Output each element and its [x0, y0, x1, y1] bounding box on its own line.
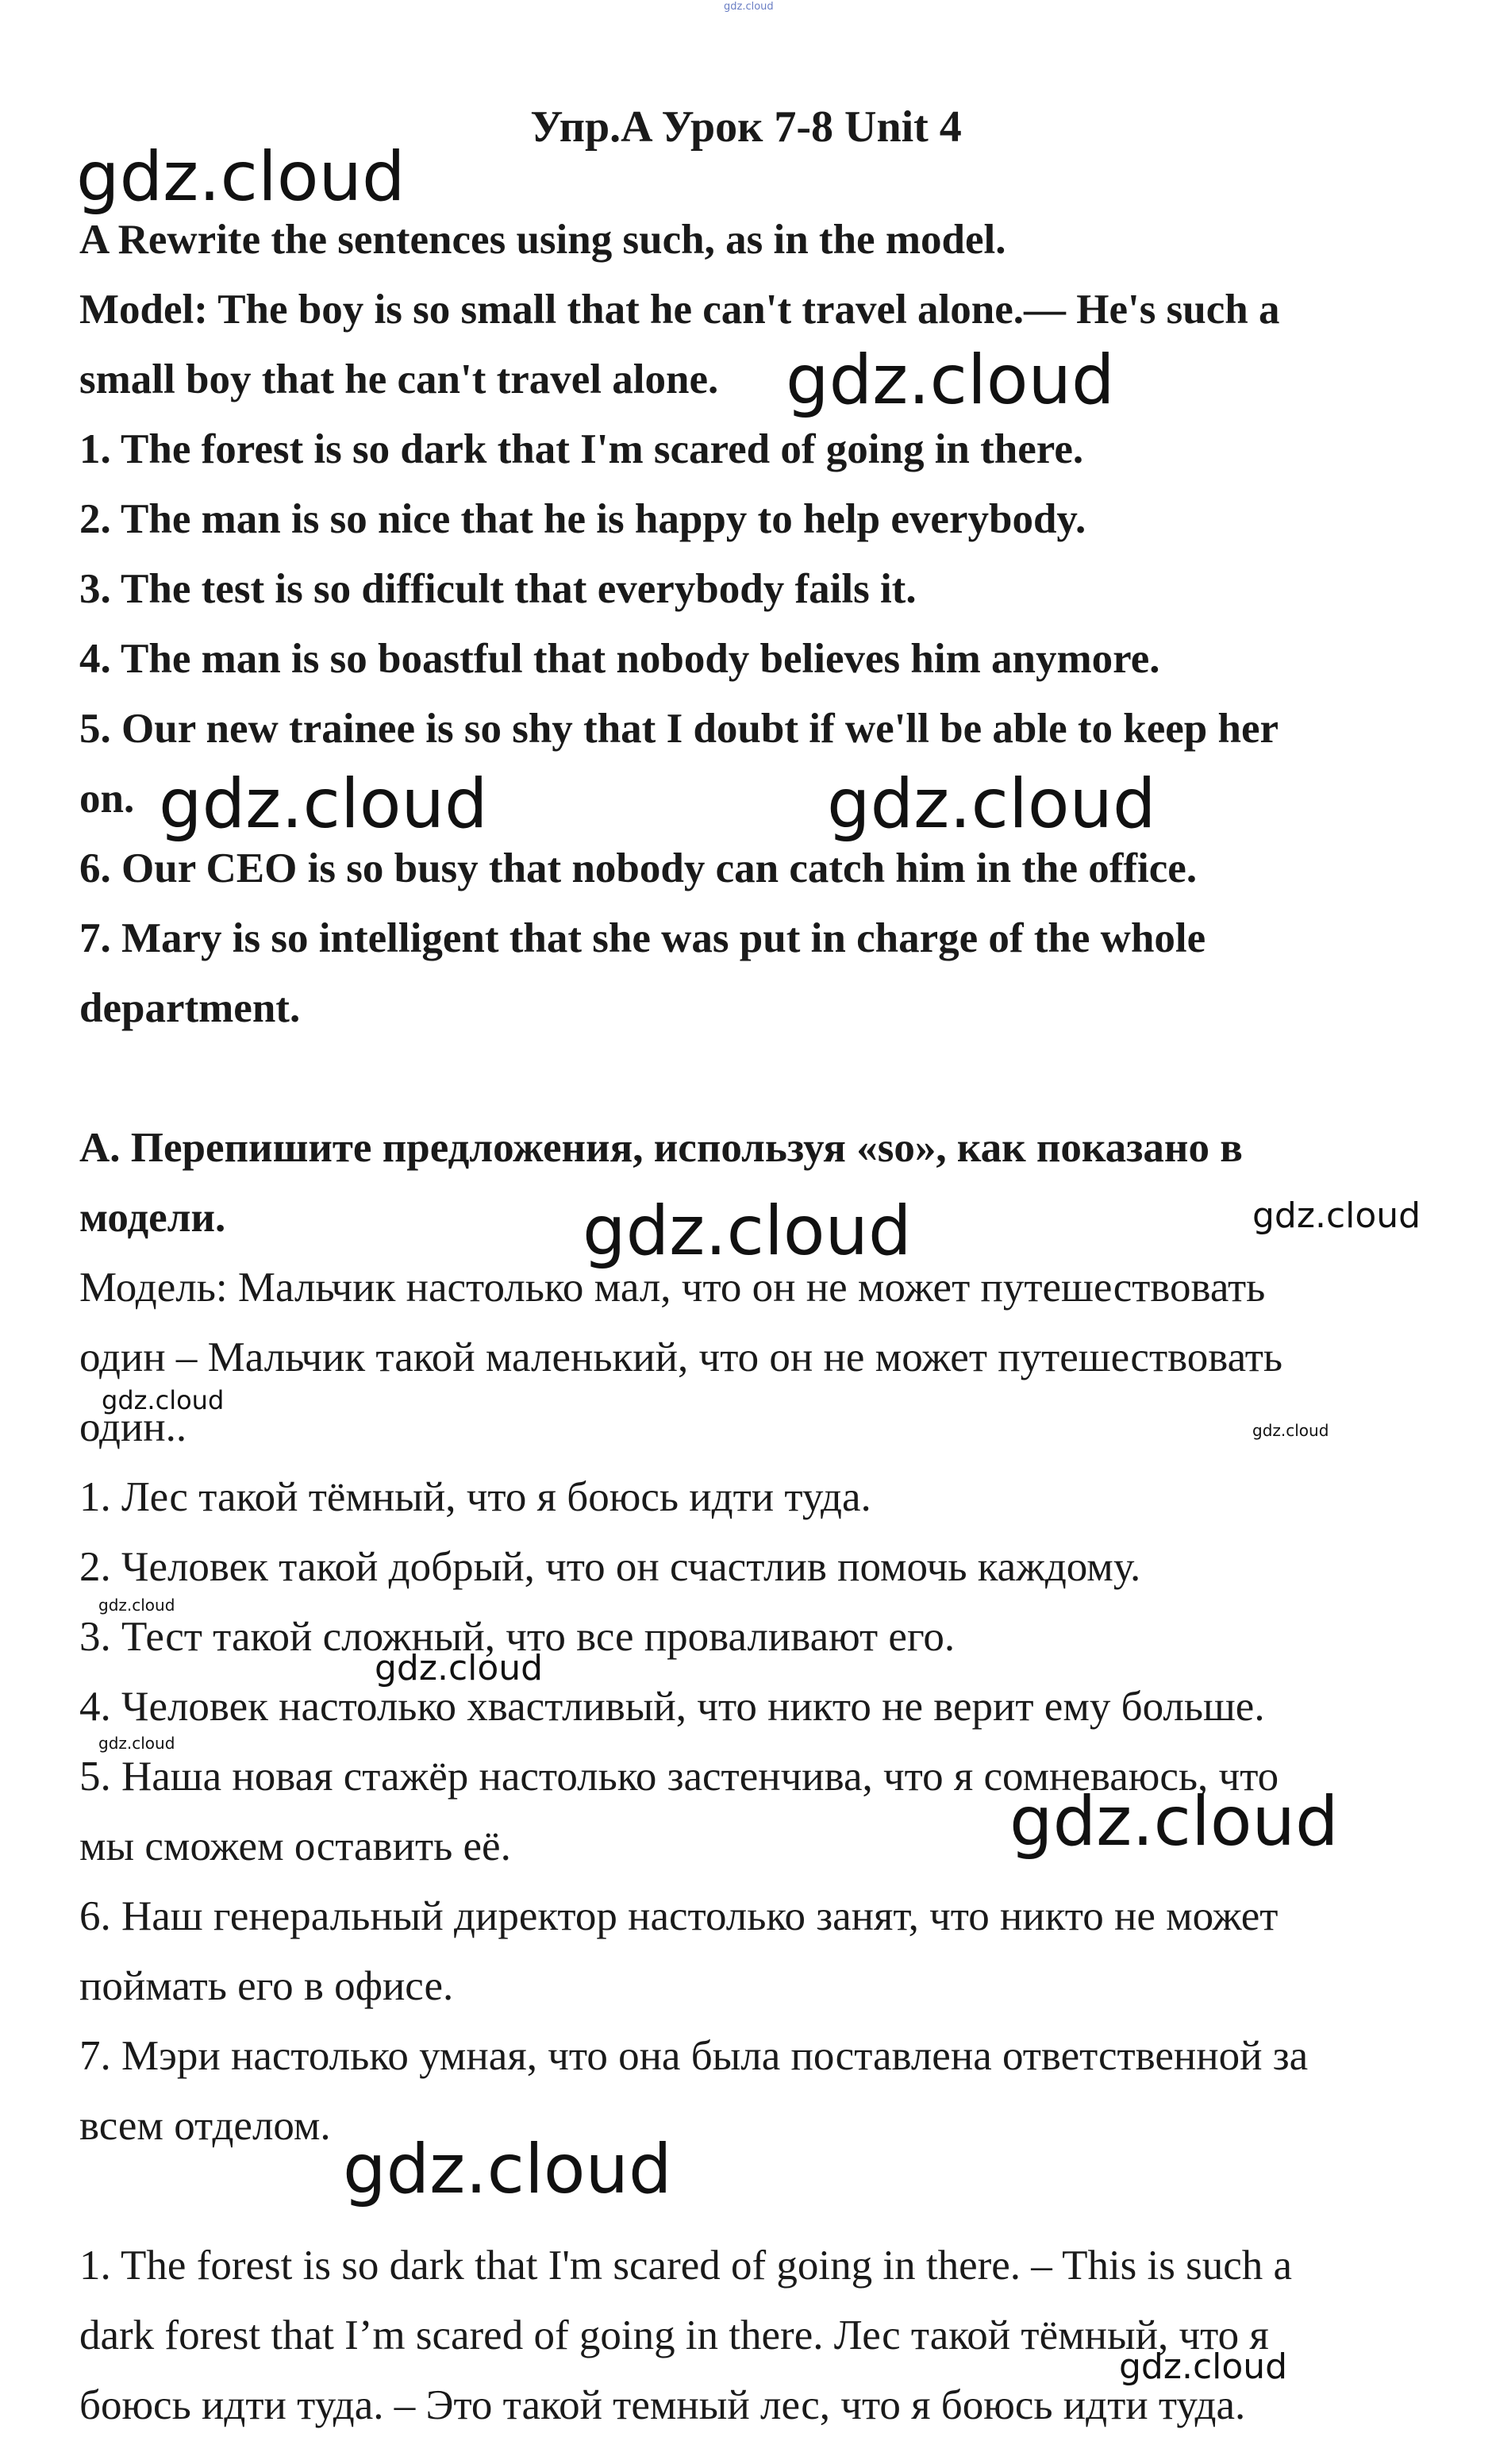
watermark: gdz.cloud: [375, 1648, 544, 1688]
english-item-3: 3. The test is so difficult that everybody fails it.: [79, 566, 917, 612]
answer-line-1: 1. The forest is so dark that I'm scared of going in there. – This is such a: [79, 2243, 1293, 2289]
russian-item-2: 2. Человек такой добрый, что он счастлив помочь каждому.: [79, 1544, 1141, 1590]
russian-model-line-1: Модель: Мальчик настолько мал, что он не может путешествовать: [79, 1265, 1266, 1311]
english-item-7-line-1: 7. Mary is so intelligent that she was put in charge of the whole: [79, 915, 1206, 961]
watermark: gdz.cloud: [159, 764, 488, 844]
russian-instruction-line-2: модели.: [79, 1195, 226, 1241]
english-item-2: 2. The man is so nice that he is happy to help everybody.: [79, 496, 1086, 542]
watermark: gdz.cloud: [827, 764, 1156, 844]
russian-item-4: 4. Человек настолько хвастливый, что никто не верит ему больше.: [79, 1684, 1265, 1730]
english-model-line-1: Model: The boy is so small that he can't travel alone.— He's such a: [79, 287, 1280, 333]
english-item-7-line-2: department.: [79, 985, 301, 1031]
watermark: gdz.cloud: [98, 1734, 175, 1753]
watermark: gdz.cloud: [98, 1596, 175, 1615]
watermark: gdz.cloud: [1252, 1421, 1329, 1440]
english-item-1: 1. The forest is so dark that I'm scared of going in there.: [79, 426, 1084, 472]
english-item-4: 4. The man is so boastful that nobody believes him anymore.: [79, 636, 1160, 682]
russian-item-6-line-2: поймать его в офисе.: [79, 1963, 454, 2009]
watermark: gdz.cloud: [343, 2130, 672, 2209]
watermark: gdz.cloud: [1119, 2347, 1288, 2387]
russian-model-line-2: один – Мальчик такой маленький, что он не может путешествовать: [79, 1334, 1283, 1380]
russian-model-line-3: один..: [79, 1404, 187, 1450]
watermark: gdz.cloud: [102, 1385, 225, 1415]
watermark-top: gdz.cloud: [724, 1, 774, 13]
watermark: gdz.cloud: [583, 1192, 912, 1271]
russian-item-3: 3. Тест такой сложный, что все проваливают его.: [79, 1614, 956, 1660]
russian-instruction-line-1: А. Перепишите предложения, используя «so», как показано в: [79, 1125, 1243, 1171]
english-item-5-line-1: 5. Our new trainee is so shy that I doubt if we'll be able to keep her: [79, 706, 1279, 752]
english-item-5-line-2: on.: [79, 776, 135, 822]
english-model-line-2: small boy that he can't travel alone.: [79, 356, 719, 402]
russian-item-7-line-2: всем отделом.: [79, 2103, 331, 2149]
page-title: Упр.A Урок 7-8 Unit 4: [530, 102, 962, 152]
answer-line-3: боюсь идти туда. – Это такой темный лес, что я боюсь идти туда.: [79, 2382, 1246, 2428]
watermark: gdz.cloud: [786, 341, 1115, 420]
english-instruction: A Rewrite the sentences using such, as in the model.: [79, 217, 1006, 263]
answer-line-2: dark forest that I’m scared of going in there. Лес такой тёмный, что я: [79, 2312, 1269, 2358]
russian-item-6-line-1: 6. Наш генеральный директор настолько занят, что никто не может: [79, 1893, 1279, 1939]
watermark: gdz.cloud: [76, 137, 406, 217]
russian-item-5-line-2: мы сможем оставить её.: [79, 1823, 511, 1869]
russian-item-5-line-1: 5. Наша новая стажёр настолько застенчива, что я сомневаюсь, что: [79, 1754, 1279, 1800]
russian-item-1: 1. Лес такой тёмный, что я боюсь идти туда.: [79, 1474, 871, 1520]
watermark: gdz.cloud: [1252, 1195, 1421, 1236]
watermark: gdz.cloud: [1009, 1782, 1339, 1861]
russian-item-7-line-1: 7. Мэри настолько умная, что она была поставлена ответственной за: [79, 2033, 1309, 2079]
english-item-6: 6. Our CEO is so busy that nobody can catch him in the office.: [79, 845, 1198, 891]
